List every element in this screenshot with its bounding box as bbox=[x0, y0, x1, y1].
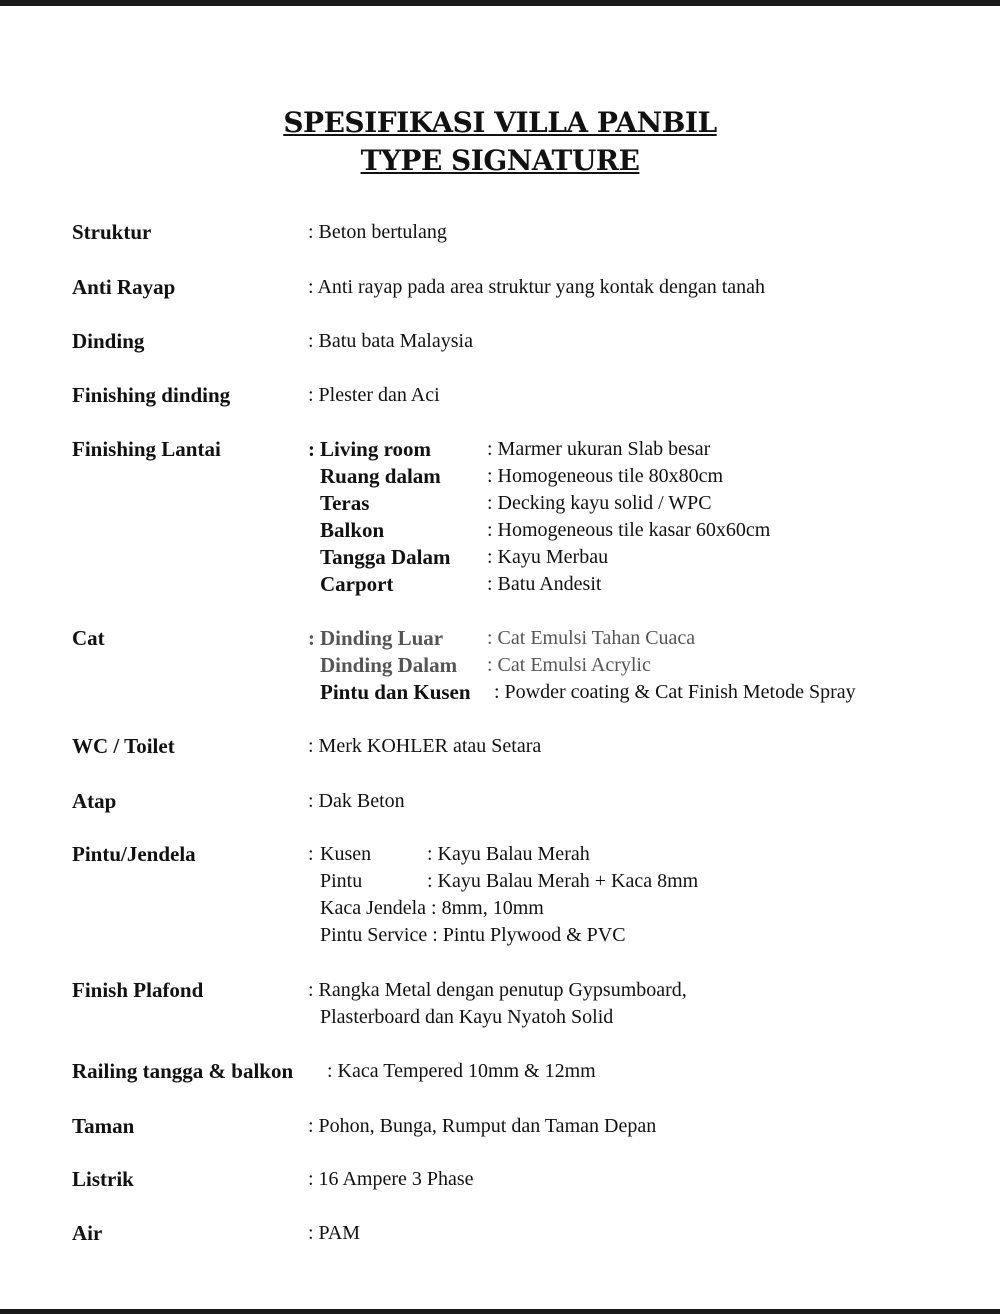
spec-label-railing: Railing tangga & balkon bbox=[72, 1059, 294, 1083]
cat-item-name: Pintu dan Kusen bbox=[320, 680, 471, 704]
spec-label-finish-plafond: Finish Plafond bbox=[72, 978, 204, 1002]
pintu-item-value: : Kayu Balau Merah + Kaca 8mm bbox=[427, 870, 699, 892]
document-subtitle: TYPE SIGNATURE bbox=[360, 144, 640, 177]
spec-label-struktur: Struktur bbox=[72, 220, 152, 244]
spec-colon-finishing-lantai: : bbox=[308, 437, 315, 461]
lantai-item-name: Ruang dalam bbox=[320, 464, 441, 488]
spec-value-wc-toilet: : Merk KOHLER atau Setara bbox=[308, 735, 542, 757]
spec-label-finishing-dinding: Finishing dinding bbox=[72, 383, 231, 407]
spec-value-finish-plafond: : Rangka Metal dengan penutup Gypsumboard, bbox=[308, 979, 687, 1001]
lantai-item-name: Teras bbox=[320, 491, 370, 515]
spec-label-atap: Atap bbox=[72, 789, 117, 813]
document-title: SPESIFIKASI VILLA PANBIL bbox=[283, 106, 717, 139]
spec-label-finishing-lantai: Finishing Lantai bbox=[72, 437, 221, 461]
lantai-item-value: : Kayu Merbau bbox=[487, 546, 609, 568]
spec-value-struktur: : Beton bertulang bbox=[308, 221, 447, 243]
lantai-item-name: Tangga Dalam bbox=[320, 545, 451, 569]
lantai-item-value: : Marmer ukuran Slab besar bbox=[487, 438, 711, 460]
lantai-item-value: : Homogeneous tile kasar 60x60cm bbox=[487, 519, 771, 541]
spec-label-wc-toilet: WC / Toilet bbox=[72, 734, 175, 758]
spec-label-dinding: Dinding bbox=[72, 329, 145, 353]
spec-label-anti-rayap: Anti Rayap bbox=[72, 275, 176, 299]
lantai-item-name: Balkon bbox=[320, 518, 385, 542]
cat-item-value: : Cat Emulsi Tahan Cuaca bbox=[487, 627, 696, 649]
spec-value-taman: : Pohon, Bunga, Rumput dan Taman Depan bbox=[308, 1115, 657, 1137]
cat-item-value: : Powder coating & Cat Finish Metode Spray bbox=[494, 681, 856, 703]
lantai-item-name: Carport bbox=[320, 572, 394, 596]
spec-value-finishing-dinding: : Plester dan Aci bbox=[308, 384, 440, 406]
pintu-item-name: Kusen bbox=[320, 843, 372, 865]
pintu-kaca-jendela: Kaca Jendela : 8mm, 10mm bbox=[320, 897, 544, 919]
spec-value-railing: : Kaca Tempered 10mm & 12mm bbox=[327, 1060, 596, 1082]
cat-item-value: : Cat Emulsi Acrylic bbox=[487, 654, 651, 676]
bottom-border bbox=[0, 1309, 1000, 1314]
spec-value-anti-rayap: : Anti rayap pada area struktur yang kontak dengan tanah bbox=[308, 276, 766, 298]
spec-label-pintu-jendela: Pintu/Jendela bbox=[72, 842, 196, 866]
cat-item-name: Dinding Dalam bbox=[320, 653, 458, 677]
spec-value-atap: : Dak Beton bbox=[308, 790, 405, 812]
pintu-service: Pintu Service : Pintu Plywood & PVC bbox=[320, 924, 626, 946]
spec-colon-pintu-jendela: : bbox=[308, 843, 314, 865]
lantai-item-value: : Decking kayu solid / WPC bbox=[487, 492, 712, 514]
spec-value-listrik: : 16 Ampere 3 Phase bbox=[308, 1168, 474, 1190]
pintu-item-value: : Kayu Balau Merah bbox=[427, 843, 590, 865]
lantai-item-value: : Homogeneous tile 80x80cm bbox=[487, 465, 724, 487]
pintu-item-name: Pintu bbox=[320, 870, 363, 892]
lantai-item-name: Living room bbox=[320, 437, 432, 461]
spec-colon-cat: : bbox=[308, 626, 315, 650]
top-border bbox=[0, 0, 1000, 6]
spec-label-air: Air bbox=[72, 1221, 103, 1245]
spec-value-dinding: : Batu bata Malaysia bbox=[308, 330, 473, 352]
spec-label-listrik: Listrik bbox=[72, 1167, 134, 1191]
spec-value-finish-plafond-line2: Plasterboard dan Kayu Nyatoh Solid bbox=[320, 1006, 614, 1028]
cat-item-name: Dinding Luar bbox=[320, 626, 444, 650]
spec-label-cat: Cat bbox=[72, 626, 105, 650]
spec-label-taman: Taman bbox=[72, 1114, 135, 1138]
lantai-item-value: : Batu Andesit bbox=[487, 573, 602, 595]
spec-value-air: : PAM bbox=[308, 1222, 361, 1244]
